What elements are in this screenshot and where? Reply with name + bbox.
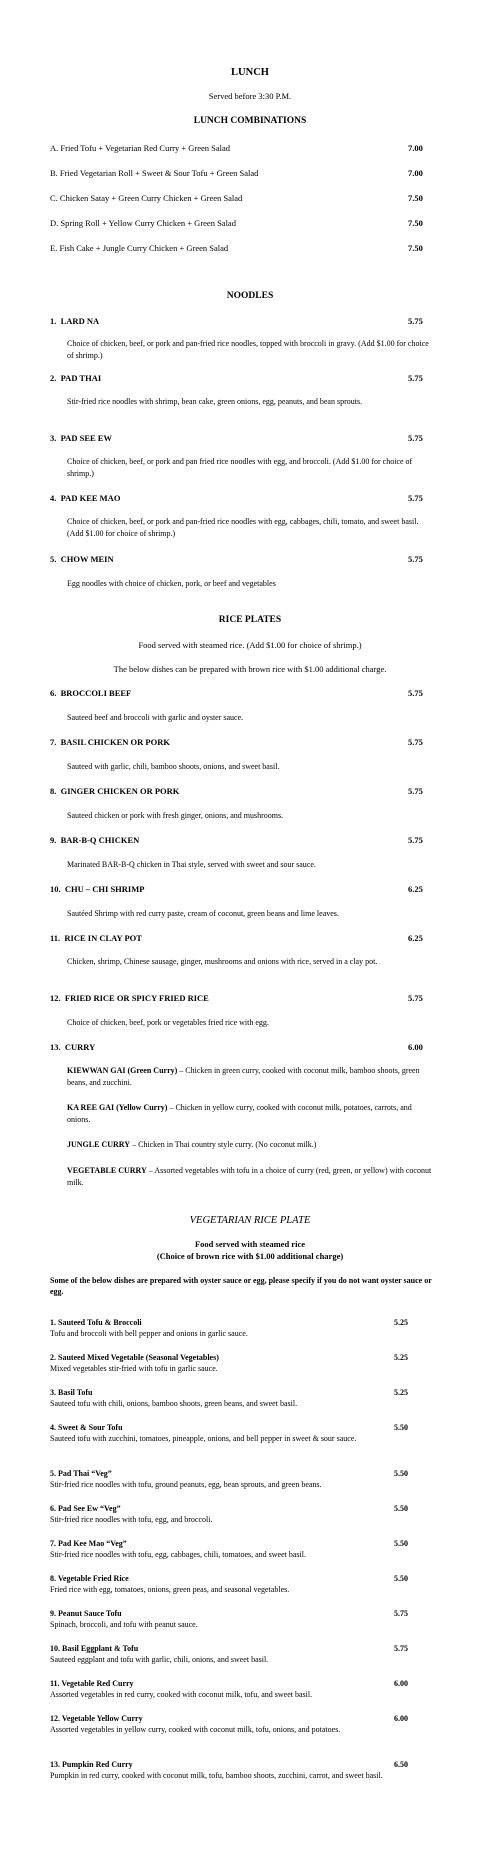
veg-item-description: Sauteed tofu with chili, onions, bamboo shoots, green beans, and sweet basil.	[50, 1398, 298, 1408]
veg-item	[50, 1504, 430, 1525]
combo-price: 7.50	[408, 193, 423, 203]
combo-row	[50, 218, 430, 228]
item-price: 6.00	[408, 1042, 423, 1052]
veg-item	[50, 1574, 430, 1595]
veg-item-description: Sauteed eggplant and tofu with garlic, chili, onions, and sweet basil.	[50, 1654, 269, 1664]
item-number: 7.	[50, 737, 57, 747]
item-price: 5.75	[408, 493, 423, 503]
item-number: 11.	[50, 933, 61, 943]
veg-item-name: 1. Sauteed Tofu & Broccoli	[50, 1318, 142, 1327]
combo-row	[50, 168, 430, 178]
combo-row	[50, 143, 430, 153]
veg-item	[50, 1714, 430, 1735]
veg-item-name: 11. Vegetable Red Curry	[50, 1679, 134, 1688]
combo-label: A. Fried Tofu + Vegetarian Red Curry + Green Salad	[50, 143, 231, 153]
veg-item-name: 4. Sweet & Sour Tofu	[50, 1423, 123, 1432]
item-description: Sauteed with garlic, chili, bamboo shoots, onions, and sweet basil.	[67, 762, 280, 771]
menu-item-row	[50, 316, 430, 326]
veg-item-name: 5. Pad Thai “Veg”	[50, 1469, 112, 1478]
veg-item	[50, 1644, 430, 1665]
item-number: 9.	[50, 835, 57, 845]
veg-item-price: 5.75	[394, 1644, 408, 1653]
vegetarian-title: VEGETARIAN RICE PLATE	[189, 1215, 311, 1226]
item-name: CURRY	[64, 1042, 96, 1052]
curry-option	[67, 1102, 432, 1125]
item-description: Choice of chicken, beef, or pork and pan-fried rice noodles, topped with broccoli in gravy. (Add $1.00 for choice of shrimp.)	[67, 339, 429, 360]
item-name: LARD NA	[60, 316, 100, 326]
menu-item-row	[50, 1042, 430, 1052]
item-number: 8.	[50, 786, 57, 796]
veg-item-price: 5.50	[394, 1423, 408, 1432]
veg-item-price: 5.50	[394, 1504, 408, 1513]
item-description: Chicken, shrimp, Chinese sausage, ginger, mushrooms and onions with rice, served in a clay pot.	[67, 957, 378, 966]
menu-item-row	[50, 933, 430, 943]
item-price: 6.25	[408, 884, 423, 894]
item-description: Marinated BAR-B-Q chicken in Thai style, served with sweet and sour sauce.	[67, 860, 316, 869]
veg-item-description: Mixed vegetables stir-fried with tofu in garlic sauce.	[50, 1363, 218, 1373]
veg-item-name: 13. Pumpkin Red Curry	[50, 1760, 133, 1769]
item-name: BASIL CHICKEN OR PORK	[60, 737, 170, 747]
item-description: Stir-fried rice noodles with shrimp, bean cake, green onions, egg, peanuts, and bean sprouts.	[67, 397, 363, 406]
item-description: Sauteed chicken or pork with fresh ginger, onions, and mushrooms.	[67, 811, 284, 820]
veg-note-brown: (Choice of brown rice with $1.00 additional charge)	[156, 1251, 344, 1261]
item-name: CHU – CHI SHRIMP	[64, 884, 145, 894]
combo-price: 7.00	[408, 143, 423, 153]
veg-item-name: 3. Basil Tofu	[50, 1388, 93, 1397]
combo-price: 7.50	[408, 243, 423, 253]
menu-item-row	[50, 493, 430, 503]
veg-item-name: 8. Vegetable Fried Rice	[50, 1574, 129, 1583]
menu-item-row	[50, 884, 430, 894]
item-price: 6.25	[408, 933, 423, 943]
veg-item	[50, 1539, 430, 1560]
combo-label: B. Fried Vegetarian Roll + Sweet & Sour Tofu + Green Salad	[50, 168, 259, 178]
noodles-title: NOODLES	[226, 291, 274, 301]
veg-item-price: 5.50	[394, 1574, 408, 1583]
item-name: PAD KEE MAO	[60, 493, 121, 503]
menu-item-row	[50, 554, 430, 564]
rice-note-steamed: Food served with steamed rice. (Add $1.00 for choice of shrimp.)	[138, 640, 362, 650]
veg-item	[50, 1679, 430, 1700]
menu-item-row	[50, 786, 430, 796]
lunch-combinations-title: LUNCH COMBINATIONS	[193, 116, 307, 126]
menu-item-row	[50, 688, 430, 698]
veg-item-price: 6.00	[394, 1679, 408, 1688]
veg-item-description: Sauteed tofu with zucchini, tomatoes, pineapple, onions, and bell pepper in sweet & sour sauce.	[50, 1433, 357, 1443]
combo-label: C. Chicken Satay + Green Curry Chicken + Green Salad	[50, 193, 243, 203]
item-name: RICE IN CLAY POT	[64, 933, 142, 943]
veg-item-description: Spinach, broccoli, and tofu with peanut sauce.	[50, 1619, 198, 1629]
item-number: 13.	[50, 1042, 61, 1052]
item-name: CHOW MEIN	[60, 554, 114, 564]
curry-option	[67, 1139, 432, 1151]
item-description: Sauteed beef and broccoli with garlic and oyster sauce.	[67, 713, 244, 722]
veg-item-name: 2. Sauteed Mixed Vegetable (Seasonal Vegetables)	[50, 1353, 219, 1362]
veg-note-steamed: Food served with steamed rice	[194, 1239, 305, 1249]
curry-option	[67, 1065, 432, 1088]
veg-item-name: 9. Peanut Sauce Tofu	[50, 1609, 122, 1618]
item-price: 5.75	[408, 688, 423, 698]
menu-item-row	[50, 737, 430, 747]
veg-item-price: 5.25	[394, 1353, 408, 1362]
lunch-served-note: Served before 3:30 P.M.	[208, 91, 292, 101]
menu-item-row	[50, 993, 430, 1003]
veg-item-description: Fried rice with egg, tomatoes, onions, green peas, and seasonal vegetables.	[50, 1584, 290, 1594]
item-price: 5.75	[408, 373, 423, 383]
veg-item	[50, 1388, 430, 1409]
item-description: Egg noodles with choice of chicken, pork, or beef and vegetables	[67, 579, 276, 588]
item-description: Choice of chicken, beef, or pork and pan fried rice noodles with egg, and broccoli. (Add $1.00 for choice of shrimp.)	[67, 457, 413, 478]
veg-item-description: Stir-fried rice noodles with tofu, egg, cabbages, chili, tomatoes, and sweet basil.	[50, 1549, 306, 1559]
item-number: 4.	[50, 493, 57, 503]
curry-description: – Chicken in yellow curry, cooked with coconut milk, potatoes, carrots, and onions.	[67, 1103, 412, 1124]
veg-item-description: Tofu and broccoli with bell pepper and onions in garlic sauce.	[50, 1328, 248, 1338]
curry-description: – Assorted vegetables with tofu in a choice of curry (red, green, or yellow) with coconut milk.	[67, 1166, 432, 1187]
item-number: 2.	[50, 373, 57, 383]
curry-name: VEGETABLE CURRY	[67, 1166, 147, 1175]
combo-label: D. Spring Roll + Yellow Curry Chicken + Green Salad	[50, 218, 236, 228]
veg-item-price: 5.25	[394, 1318, 408, 1327]
curry-name: KIEWWAN GAI (Green Curry)	[67, 1066, 178, 1075]
item-number: 5.	[50, 554, 57, 564]
veg-item-name: 12. Vegetable Yellow Curry	[50, 1714, 143, 1723]
item-name: GINGER CHICKEN OR PORK	[60, 786, 180, 796]
item-description: Choice of chicken, beef, pork or vegetables fried rice with egg.	[67, 1018, 269, 1027]
veg-item-name: 6. Pad See Ew “Veg”	[50, 1504, 121, 1513]
item-name: BAR-B-Q CHICKEN	[60, 835, 140, 845]
curry-description: – Chicken in green curry, cooked with coconut milk, bamboo shoots, green beans, and zucchini.	[67, 1066, 420, 1087]
curry-name: JUNGLE CURRY	[67, 1140, 131, 1149]
veg-item-description: Pumpkin in red curry, cooked with coconut milk, tofu, bamboo shoots, zucchini, carrot, and sweet basil.	[50, 1770, 383, 1780]
veg-item	[50, 1318, 430, 1339]
item-name: BROCCOLI BEEF	[60, 688, 132, 698]
item-number: 1.	[50, 316, 57, 326]
veg-item	[50, 1353, 430, 1374]
veg-item-price: 6.00	[394, 1714, 408, 1723]
item-price: 5.75	[408, 554, 423, 564]
oyster-sauce-warning: Some of the below dishes are prepared with oyster sauce or egg, please specify if you do not want oyster sauce or egg.	[50, 1276, 432, 1296]
veg-item	[50, 1609, 430, 1630]
curry-name: KA REE GAI (Yellow Curry)	[67, 1103, 168, 1112]
veg-item-price: 5.25	[394, 1388, 408, 1397]
item-price: 5.75	[408, 835, 423, 845]
item-price: 5.75	[408, 993, 423, 1003]
item-name: PAD SEE EW	[60, 433, 112, 443]
item-price: 5.75	[408, 433, 423, 443]
veg-item-description: Stir-fried rice noodles with tofu, egg, and broccoli.	[50, 1514, 213, 1524]
veg-item-name: 10. Basil Eggplant & Tofu	[50, 1644, 139, 1653]
item-number: 3.	[50, 433, 57, 443]
veg-item	[50, 1469, 430, 1490]
veg-item-price: 5.75	[394, 1609, 408, 1618]
lunch-title: LUNCH	[231, 67, 269, 78]
item-number: 10.	[50, 884, 61, 894]
veg-item-description: Assorted vegetables in yellow curry, cooked with coconut milk, tofu, onions, and potatoes.	[50, 1724, 341, 1734]
item-description: Sautéed Shrimp with red curry paste, cream of coconut, green beans and lime leaves.	[67, 909, 339, 918]
combo-row	[50, 243, 430, 253]
item-price: 5.75	[408, 737, 423, 747]
item-number: 6.	[50, 688, 57, 698]
veg-item-description: Stir-fried rice noodles with tofu, ground peanuts, egg, bean sprouts, and green beans.	[50, 1479, 322, 1489]
veg-item-description: Assorted vegetables in red curry, cooked with coconut milk, tofu, and sweet basil.	[50, 1689, 313, 1699]
combo-label: E. Fish Cake + Jungle Curry Chicken + Green Salad	[50, 243, 229, 253]
curry-option	[67, 1165, 432, 1188]
veg-item	[50, 1760, 430, 1781]
rice-plates-title: RICE PLATES	[218, 615, 282, 625]
veg-item-price: 5.50	[394, 1469, 408, 1478]
menu-item-row	[50, 373, 430, 383]
combo-row	[50, 193, 430, 203]
item-number: 12.	[50, 993, 61, 1003]
veg-item-name: 7. Pad Kee Mao “Veg”	[50, 1539, 127, 1548]
item-name: PAD THAI	[60, 373, 102, 383]
veg-item-price: 5.50	[394, 1539, 408, 1548]
curry-description: – Chicken in Thai country style curry. (No coconut milk.)	[130, 1140, 317, 1149]
veg-item	[50, 1423, 430, 1444]
menu-item-row	[50, 433, 430, 443]
combo-price: 7.00	[408, 168, 423, 178]
veg-item-price: 6.50	[394, 1760, 408, 1769]
combo-price: 7.50	[408, 218, 423, 228]
item-description: Choice of chicken, beef, or pork and pan-fried rice noodles with egg, cabbages, chili, tomato, and sweet basil. (Add $1.00 for choice of shrimp.)	[67, 517, 419, 538]
rice-note-brown: The below dishes can be prepared with brown rice with $1.00 additional charge.	[113, 664, 387, 674]
item-name: FRIED RICE OR SPICY FRIED RICE	[64, 993, 209, 1003]
item-price: 5.75	[408, 786, 423, 796]
menu-item-row	[50, 835, 430, 845]
item-price: 5.75	[408, 316, 423, 326]
